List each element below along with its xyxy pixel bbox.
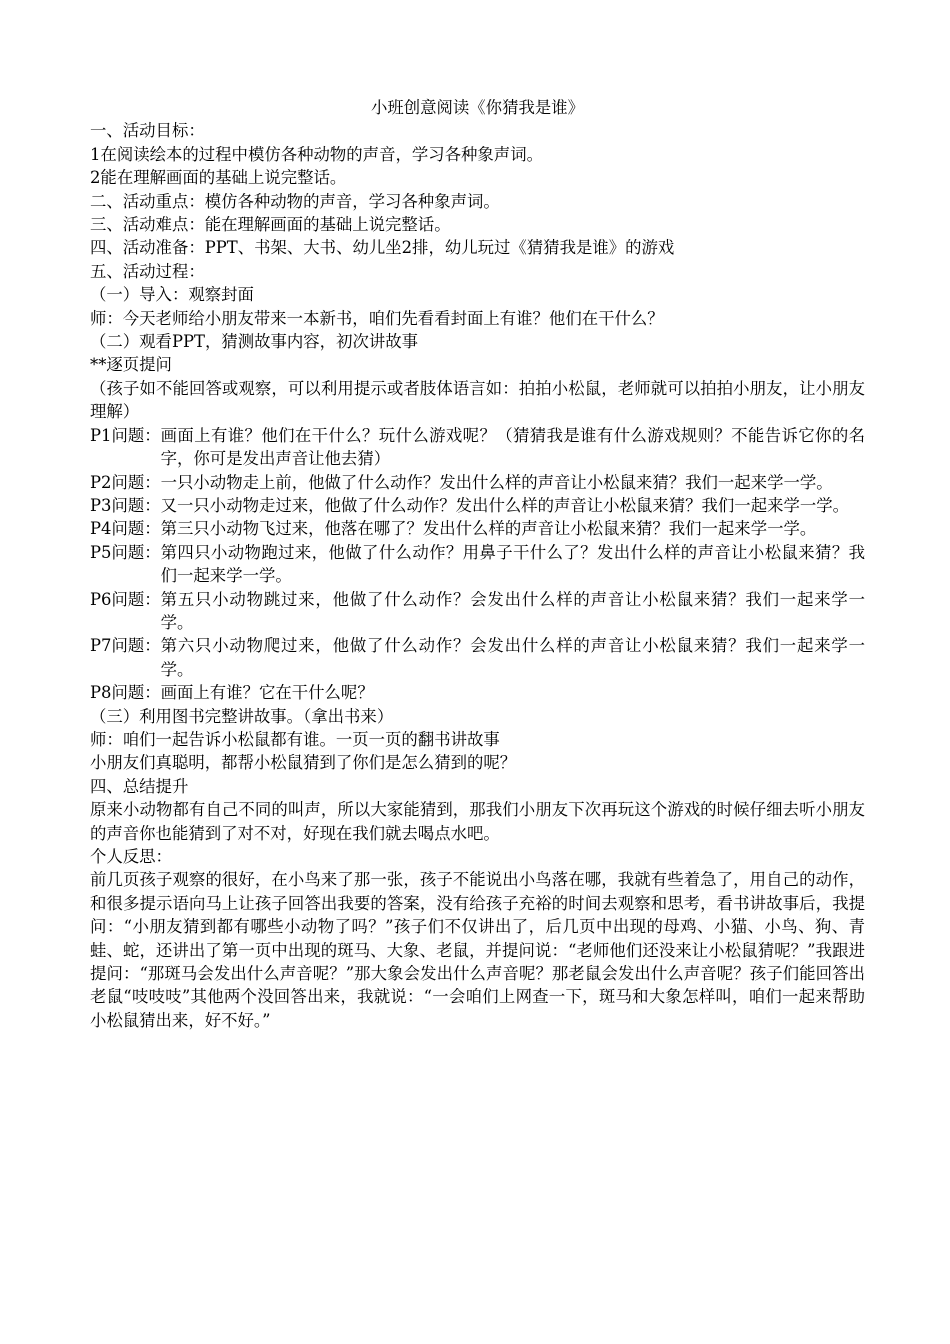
process-heading: 五、活动过程： (90, 261, 205, 281)
page-by-page-heading: **逐页提问 (90, 355, 172, 375)
reflection-heading: 个人反思： (90, 847, 172, 866)
question-text: 一只小动物走上前，他做了什么动作？发出什么样的声音让小松鼠来猜？我们一起来学一学。 (160, 472, 833, 492)
goal-2: 2能在理解画面的基础上说完整话。 (90, 168, 347, 188)
step-3-teacher-line: 师：咱们一起告诉小松鼠都有谁。一页一页的翻书讲故事 (90, 729, 500, 749)
question-p3 (90, 494, 865, 517)
summary-paragraph: 原来小动物都有自己不同的叫声，所以大家能猜到，那我们小朋友下次再玩这个游戏的时候仔细去听小朋友的声音你也能猜到了对不对，好现在我们就去喝点水吧。 (90, 800, 865, 843)
question-text: 第三只小动物飞过来，他落在哪了？发出什么样的声音让小松鼠来猜？我们一起来学一学。 (160, 519, 817, 539)
step-3-heading: （三）利用图书完整讲故事。（拿出书来） (90, 706, 394, 726)
question-label: P3问题： (90, 495, 161, 515)
step-1-teacher-line: 师：今天老师给小朋友带来一本新书，咱们先看看封面上有谁？他们在干什么？ (90, 308, 664, 328)
question-p6 (90, 588, 865, 635)
step-1-heading: （一）导入：观察封面 (90, 285, 254, 305)
question-p7 (90, 634, 865, 681)
question-text: 画面上有谁？它在干什么呢？ (160, 683, 374, 703)
question-label: P8问题： (90, 683, 161, 703)
question-p1 (90, 424, 865, 471)
goal-1: 1在阅读绘本的过程中模仿各种动物的声音，学习各种象声词。 (90, 144, 543, 164)
focus-line: 二、活动重点：模仿各种动物的声音，学习各种象声词。 (90, 191, 500, 211)
question-label: P6问题： (90, 589, 161, 609)
goals-heading: 一、活动目标： (90, 121, 205, 141)
question-text: 第六只小动物爬过来，他做了什么动作？会发出什么样的声音让小松鼠来猜？我们一起来学一学。 (160, 636, 865, 679)
difficulty-line: 三、活动难点：能在理解画面的基础上说完整话。 (90, 215, 451, 235)
step-2-heading: （二）观看PPT，猜测故事内容，初次讲故事 (90, 332, 419, 352)
document-title: 小班创意阅读《你猜我是谁》 (370, 98, 585, 117)
question-p4 (90, 517, 865, 540)
summary-heading: 四、总结提升 (90, 776, 189, 796)
question-p5 (90, 541, 865, 588)
question-label: P4问题： (90, 519, 161, 539)
preparation-line: 四、活动准备：PPT、书架、大书、幼儿坐2排，幼儿玩过《猜猜我是谁》的游戏 (90, 238, 675, 258)
question-label: P2问题： (90, 472, 161, 492)
question-label: P5问题： (90, 542, 161, 562)
question-text: 第四只小动物跑过来，他做了什么动作？用鼻子干什么了？发出什么样的声音让小松鼠来猜？我们一起来学一学。 (160, 542, 865, 586)
step-3-praise-line: 小朋友们真聪明，都帮小松鼠猜到了你们是怎么猜到的呢？ (90, 753, 517, 773)
question-text: 画面上有谁？他们在干什么？玩什么游戏呢？（猜猜我是谁有什么游戏规则？不能告诉它你的名字，你可是发出声音让他去猜） (160, 425, 865, 469)
question-text: 第五只小动物跳过来，他做了什么动作？会发出什么样的声音让小松鼠来猜？我们一起来学一学。 (160, 589, 865, 632)
reflection-paragraph: 前几页孩子观察的很好，在小鸟来了那一张，孩子不能说出小鸟落在哪，我就有些着急了，用自己的动作，和很多提示语向马上让孩子回答出我要的答案，没有给孩子充裕的时间去观察和思考，看书讲故事后，我提问：“小朋友猜到都有哪些小动物了吗？”孩子们不仅讲出了，后几页中出现的母鸡、小猫、小鸟、狗、青蛙、蛇，还讲出了第一页中出现的斑马、大象、老鼠，并提问说：“老师他们还没来让小松鼠猜呢？”我跟进提问：“那斑马会发出什么声音呢？”那大象会发出什么声音呢？那老鼠会发出什么声音呢？孩子们能回答出老鼠“吱吱吱”其他两个没回答出来，我就说：“一会咱们上网查一下，斑马和大象怎样叫，咱们一起来帮助小松鼠猜出来，好不好。” (90, 870, 865, 1030)
document-page (90, 96, 865, 1032)
question-label: P7问题： (90, 636, 161, 656)
question-text: 又一只小动物走过来，他做了什么动作？发出什么样的声音让小松鼠来猜？我们一起来学一学。 (160, 495, 850, 515)
hint-note: （孩子如不能回答或观察，可以利用提示或者肢体语言如：拍拍小松鼠，老师就可以拍拍小朋友，让小朋友理解） (90, 378, 865, 422)
question-label: P1问题： (90, 425, 161, 445)
question-p2 (90, 471, 865, 494)
question-p8 (90, 681, 865, 704)
